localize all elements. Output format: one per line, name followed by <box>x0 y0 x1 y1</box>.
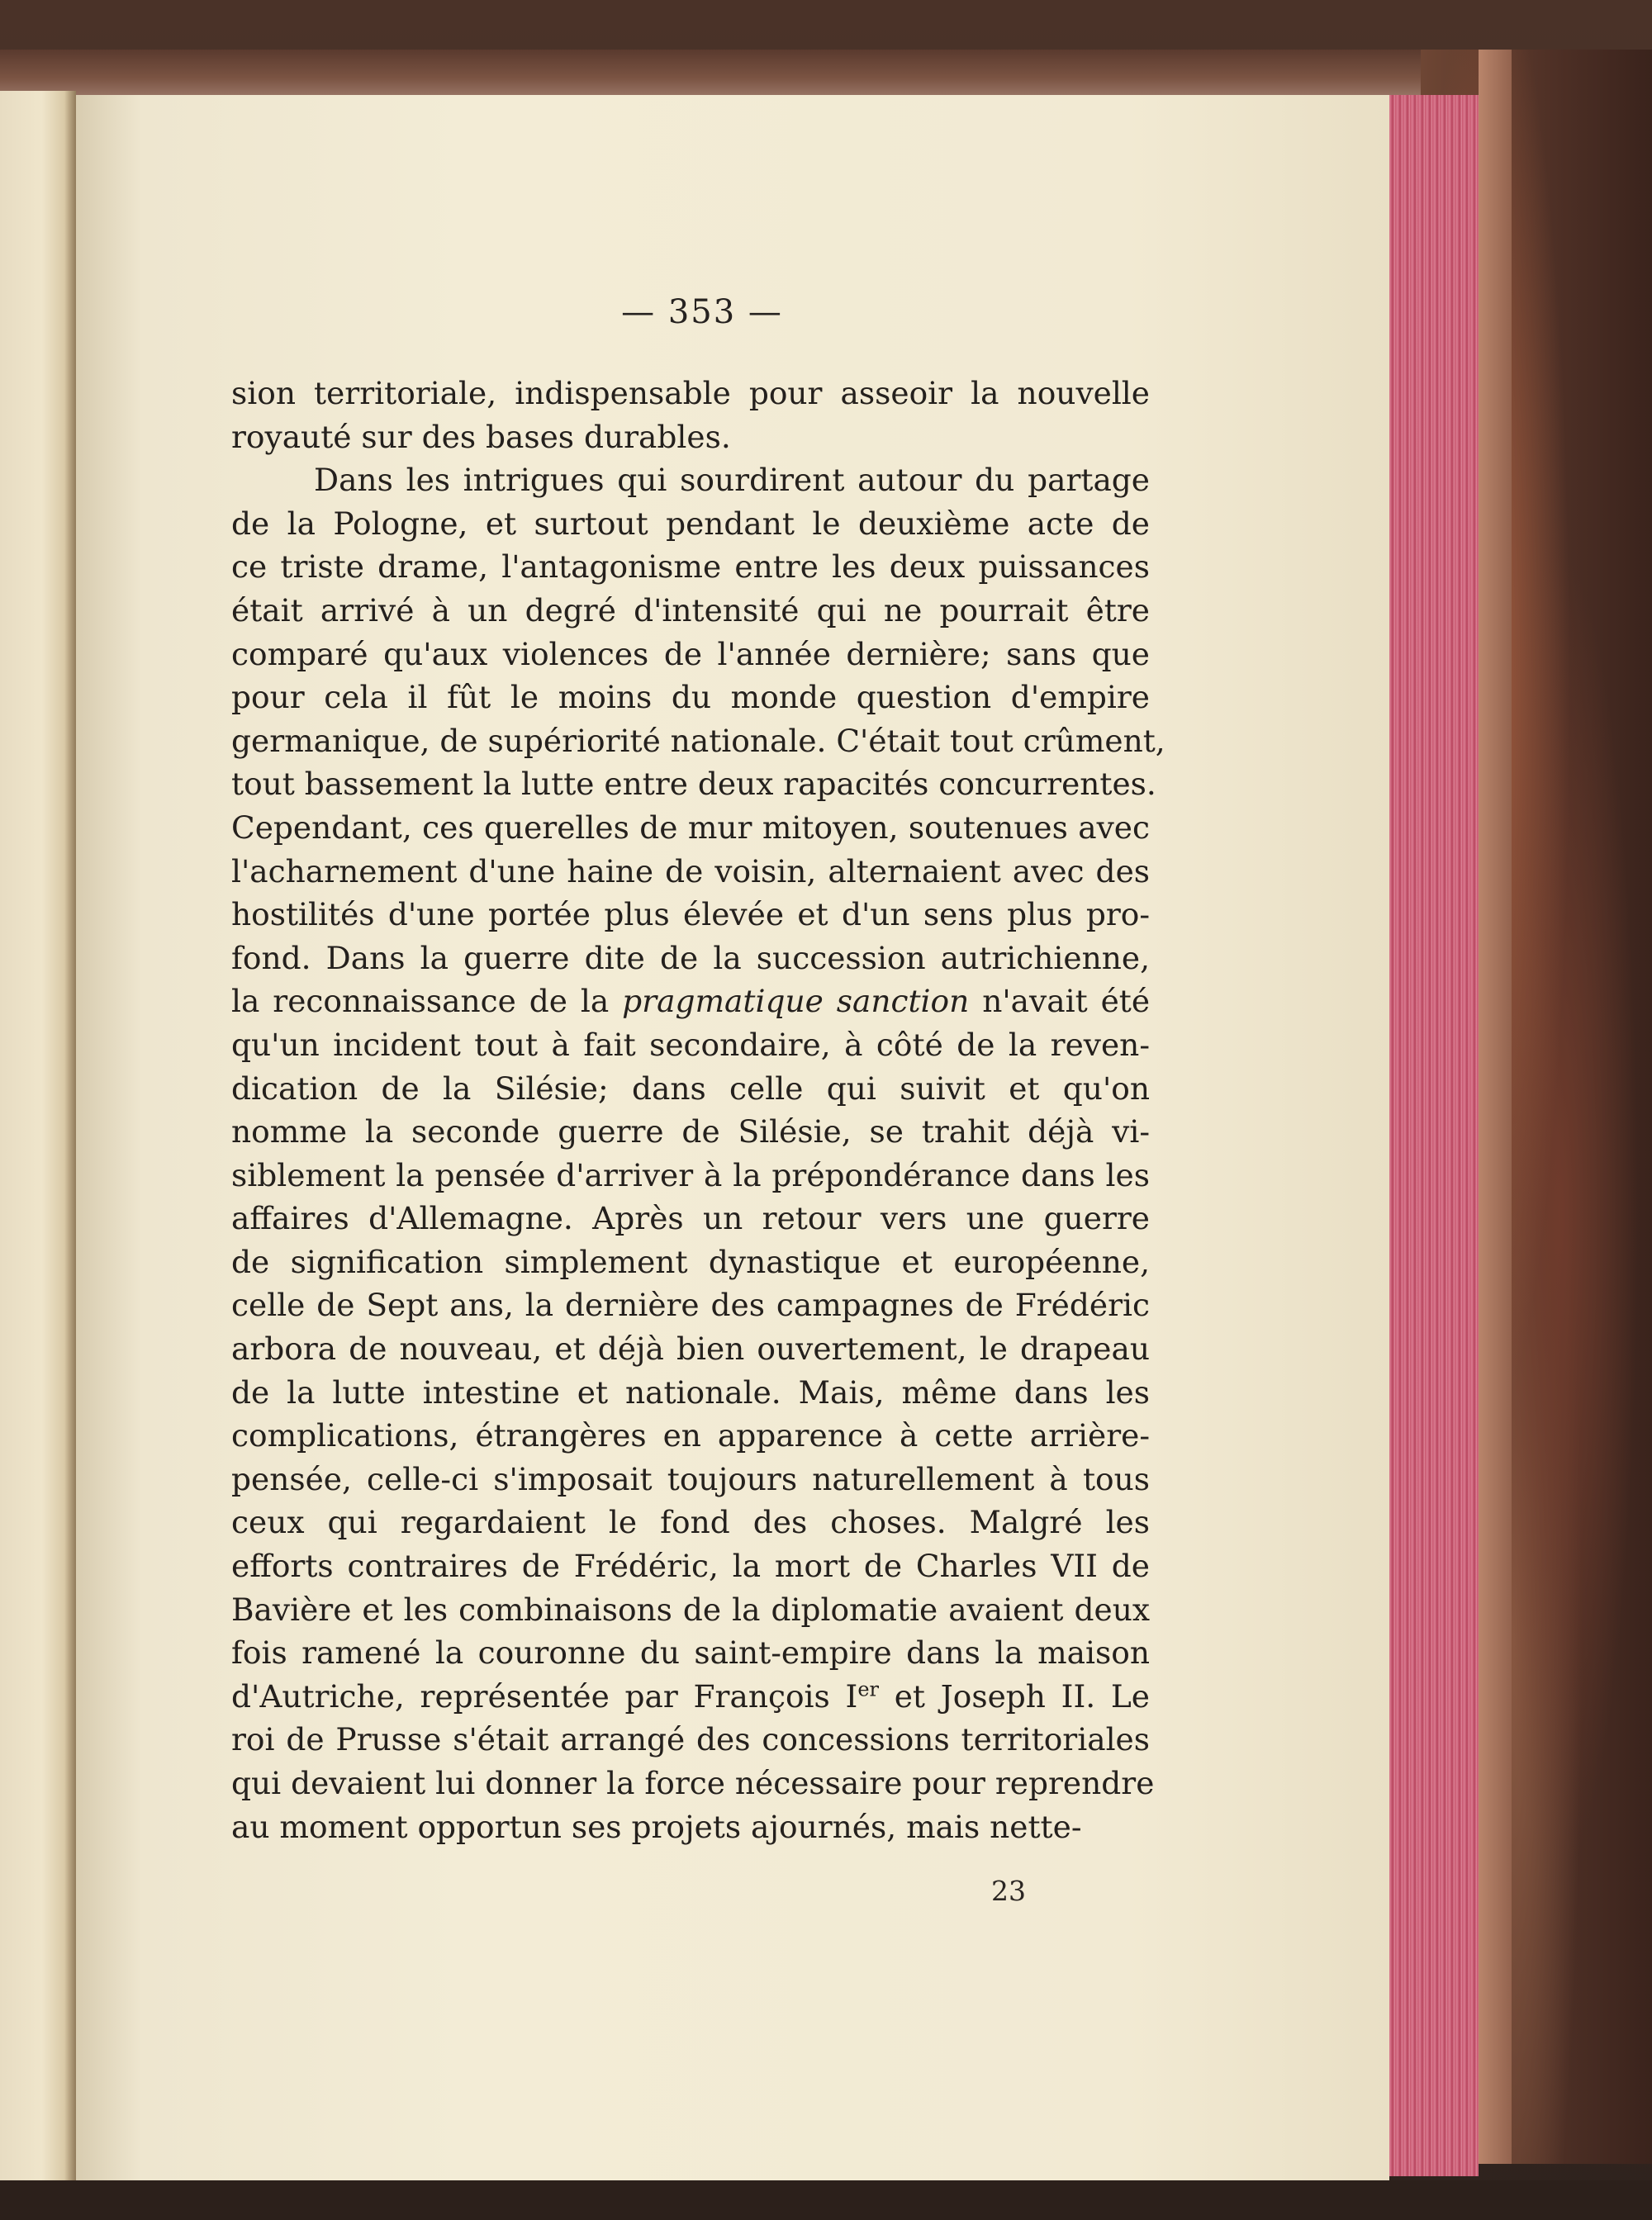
text-line: l'acharnement d'une haine de voisin, alternaient avec des <box>231 852 1150 889</box>
text-line: efforts contraires de Frédéric, la mort de Charles VII de <box>231 1548 1150 1585</box>
bottom-edge <box>0 2180 1652 2220</box>
text-line: comparé qu'aux violences de l'année dernière; sans que <box>231 635 1150 672</box>
text-line: nomme la seconde guerre de Silésie, se trahit déjà vi- <box>231 1113 1150 1150</box>
text-line: ce triste drame, l'antagonisme entre les deux puissances <box>231 548 1150 586</box>
text-line: de signification simplement dynastique et européenne, <box>231 1243 1150 1280</box>
text-line: Dans les intrigues qui sourdirent autour du partage <box>314 462 1150 499</box>
text-line: Cependant, ces querelles de mur mitoyen, soutenues avec <box>231 809 1150 846</box>
text-line: germanique, de supériorité nationale. C'était tout crûment, <box>231 722 1165 759</box>
text-line: fois ramené la couronne du saint-empire dans la maison <box>231 1634 1150 1672</box>
page-number: — 353 — <box>621 293 783 331</box>
text-line: sion territoriale, indispensable pour asseoir la nouvelle <box>231 375 1150 411</box>
text-line: complications, étrangères en apparence à cette arrière- <box>231 1417 1150 1454</box>
text-line: pensée, celle-ci s'imposait toujours naturellement à tous <box>231 1460 1150 1497</box>
body-text <box>231 372 1165 1848</box>
text-line: dication de la Silésie; dans celle qui suivit et qu'on <box>231 1070 1150 1107</box>
cover-edge <box>1479 50 1512 2164</box>
text-line: hostilités d'une portée plus élevée et d'un sens plus pro- <box>231 896 1150 933</box>
text-line: de la Pologne, et surtout pendant le deuxième acte de <box>231 505 1150 542</box>
text-line: d'Autriche, représentée par François Ier et Joseph II. Le <box>231 1677 1150 1715</box>
text-line: qui devaient lui donner la force nécessaire pour reprendre <box>231 1765 1155 1801</box>
text-line: était arrivé à un degré d'intensité qui ne pourrait être <box>231 591 1150 629</box>
text-line: tout bassement la lutte entre deux rapacités concurrentes. <box>231 766 1156 803</box>
text-line: Bavière et les combinaisons de la diplomatie avaient deux <box>231 1591 1150 1628</box>
text-line: affaires d'Allemagne. Après un retour vers une guerre <box>231 1200 1150 1237</box>
text-line: de la lutte intestine et nationale. Mais, même dans les <box>231 1373 1150 1411</box>
gutter-shadow <box>64 91 76 2205</box>
text-line: fond. Dans la guerre dite de la succession autrichienne, <box>231 939 1150 976</box>
text-line: pour cela il fût le moins du monde question d'empire <box>231 679 1150 716</box>
text-line: celle de Sept ans, la dernière des campagnes de Frédéric <box>231 1287 1150 1324</box>
text-line: royauté sur des bases durables. <box>231 418 731 455</box>
text-line: siblement la pensée d'arriver à la prépondérance dans les <box>231 1156 1150 1193</box>
text-line: la reconnaissance de la pragmatique sanction n'avait été <box>231 983 1151 1020</box>
text-line: arbora de nouveau, et déjà bien ouvertement, le drapeau <box>231 1331 1150 1368</box>
text-line: qu'un incident tout à fait secondaire, à côté de la reven- <box>231 1026 1150 1063</box>
text-line: au moment opportun ses projets ajournés, mais nette- <box>231 1808 1082 1845</box>
text-line: ceux qui regardaient le fond des choses. Malgré les <box>231 1504 1150 1541</box>
signature-mark: 23 <box>991 1875 1026 1907</box>
red-page-edges <box>1388 95 1479 2176</box>
text-line: roi de Prusse s'était arrangé des concessions territoriales <box>231 1721 1150 1758</box>
